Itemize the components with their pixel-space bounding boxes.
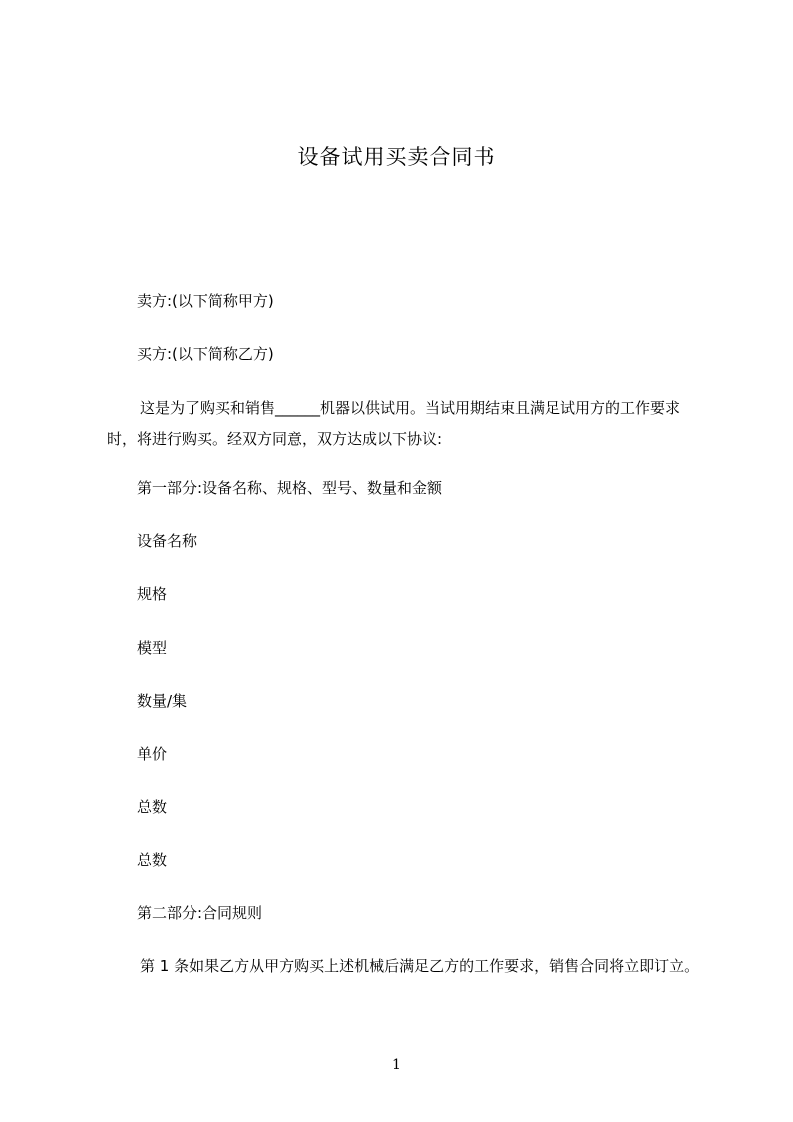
field-total-2: 总数	[137, 851, 168, 869]
clause-1-paragraph: 第 1 条如果乙方从甲方购买上述机械后满足乙方的工作要求，销售合同将立即订立。	[140, 957, 700, 975]
seller-line: 卖方:(以下简称甲方)	[137, 292, 274, 310]
part1-heading: 第一部分:设备名称、规格、型号、数量和金额	[137, 479, 443, 497]
field-quantity: 数量/集	[137, 692, 188, 710]
field-specification: 规格	[137, 585, 168, 603]
buyer-line: 买方:(以下简称乙方)	[137, 345, 274, 363]
document-title: 设备试用买卖合同书	[297, 145, 496, 169]
page-number: 1	[392, 1057, 401, 1073]
field-unit-price: 单价	[137, 745, 168, 763]
field-total: 总数	[137, 798, 168, 816]
field-equipment-name: 设备名称	[137, 532, 198, 550]
intro-paragraph: 这是为了购买和销售______机器以供试用。当试用期结束且满足试用方的工作要求时，将进行购买。经双方同意，双方达成以下协议:	[107, 399, 681, 448]
field-model: 模型	[137, 639, 168, 657]
part2-heading: 第二部分:合同规则	[137, 904, 263, 922]
